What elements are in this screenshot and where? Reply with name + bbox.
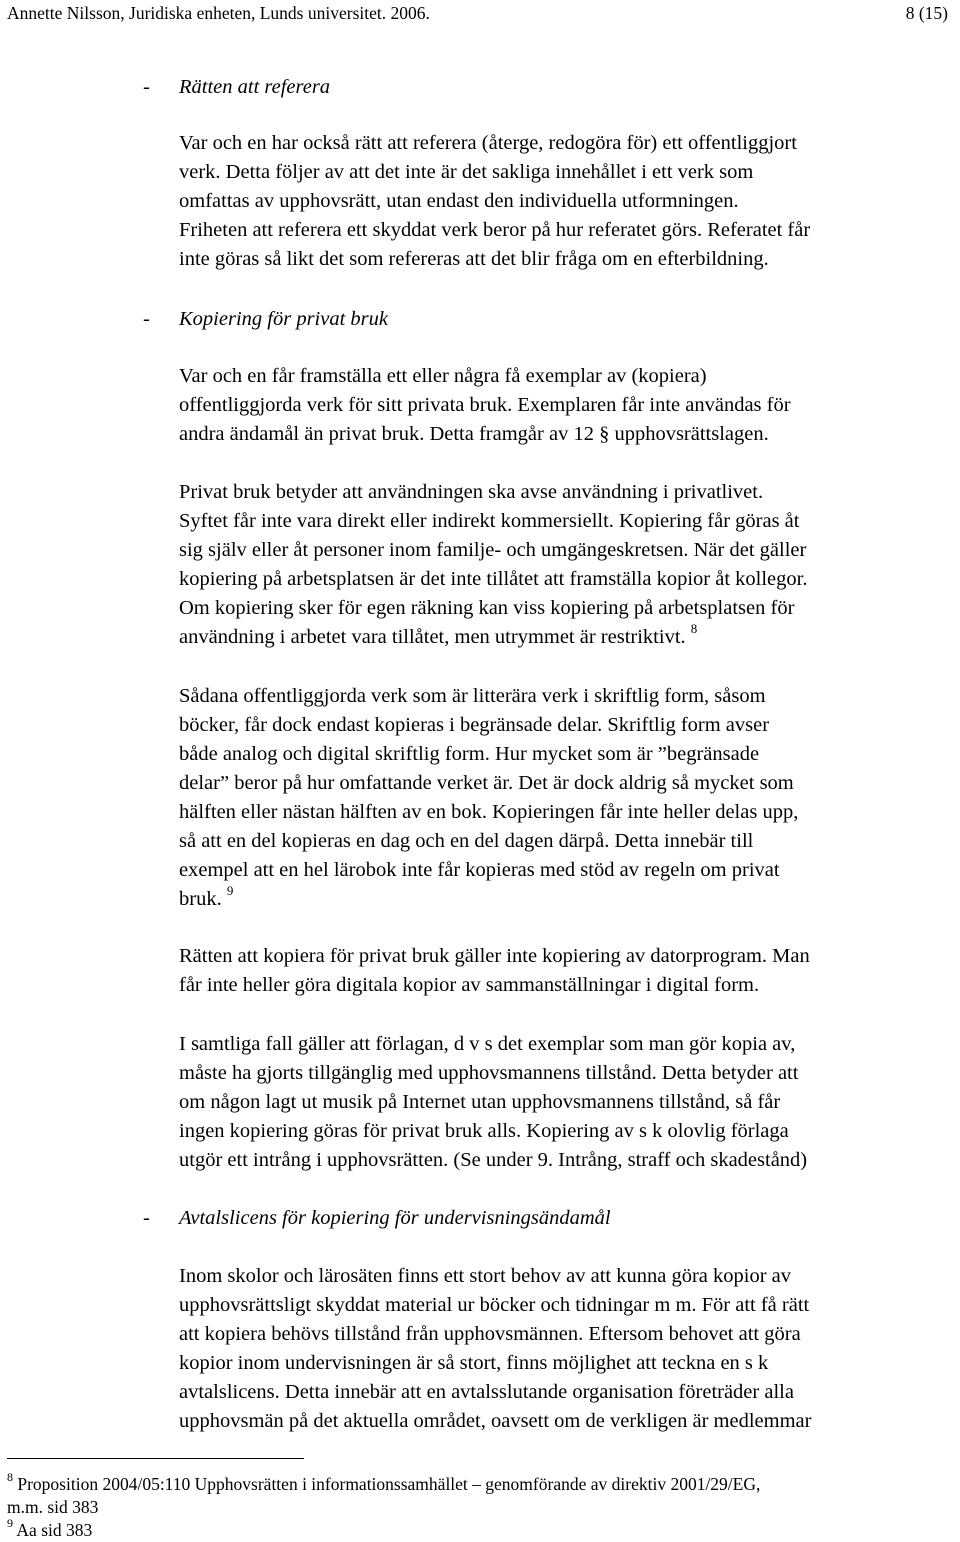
text-line: Inom skolor och lärosäten finns ett stort behov av att kunna göra kopior av <box>179 1265 792 1287</box>
footnote-ref-9: 9 <box>226 883 234 899</box>
text-line: I samtliga fall gäller att förlagan, d v s det exemplar som man gör kopia av, <box>179 1033 796 1055</box>
section-heading-referera: - Rätten att referera <box>143 76 331 98</box>
text-line: offentliggjorda verk för sitt privata bruk. Exemplaren får inte användas för <box>179 394 791 416</box>
text-line: andra ändamål än privat bruk. Detta framgår av 12 § upphovsrättslagen. <box>179 423 769 445</box>
paragraph-avtalslicens <box>179 1262 936 1436</box>
footnote-number: 9 <box>7 1516 13 1531</box>
text-line: verk. Detta följer av att det inte är det sakliga innehållet i ett verk som <box>179 161 754 183</box>
paragraph-privat-bruk-4 <box>179 942 936 1000</box>
page-header <box>7 2 948 24</box>
paragraph-privat-bruk-3 <box>179 682 936 914</box>
text-line: får inte heller göra digitala kopior av sammanställningar i digital form. <box>179 974 760 996</box>
text-line: Om kopiering sker för egen räkning kan viss kopiering på arbetsplatsen för <box>179 597 795 619</box>
text-line: utgör ett intrång i upphovsrätten. (Se under 9. Intrång, straff och skadestånd) <box>179 1149 808 1171</box>
text-line: så att en del kopieras en dag och en del dagen därpå. Detta innebär till <box>179 830 754 852</box>
footnote-number: 8 <box>7 1470 13 1485</box>
text-line: att kopiera behövs tillstånd från upphovsmännen. Eftersom behovet att göra <box>179 1323 801 1345</box>
text-line: kopiering på arbetsplatsen är det inte tillåtet att framställa kopior åt kollegor. <box>179 568 808 590</box>
text-line: om någon lagt ut musik på Internet utan upphovsmannens tillstånd, så får <box>179 1091 781 1113</box>
paragraph-privat-bruk-5 <box>179 1030 936 1175</box>
footnote-text: m.m. sid 383 <box>7 1497 99 1517</box>
paragraph-referera <box>179 129 936 274</box>
text-line: upphovsmän på det aktuella området, oavsett om de verkligen är medlemmar <box>179 1410 812 1432</box>
section-heading-privat-bruk: - Kopiering för privat bruk <box>143 308 388 330</box>
text-line: avtalslicens. Detta innebär att en avtalsslutande organisation företräder alla <box>179 1381 794 1403</box>
text-line: Friheten att referera ett skyddat verk beror på hur referatet görs. Referatet får <box>179 219 811 241</box>
text-line: upphovsrättsligt skyddat material ur böcker och tidningar m m. För att få rätt <box>179 1294 810 1316</box>
header-author: Annette Nilsson, Juridiska enheten, Lunds universitet. 2006. <box>7 3 430 23</box>
text-line: kopior inom undervisningen är så stort, finns möjlighet att teckna en s k <box>179 1352 769 1374</box>
text-line: sig själv eller åt personer inom familje- och umgängeskretsen. När det gäller <box>179 539 807 561</box>
text-line: måste ha gjorts tillgänglig med upphovsmannens tillstånd. Detta betyder att <box>179 1062 799 1084</box>
section-heading-avtalslicens: - Avtalslicens för kopiering för undervisningsändamål <box>143 1207 611 1229</box>
footnote-text: Proposition 2004/05:110 Upphovsrätten i informationssamhället – genomförande av direktiv 2001/29/EG, <box>17 1474 761 1494</box>
paragraph-privat-bruk-2 <box>179 478 936 652</box>
text-line: delar” beror på hur omfattande verket är. Det är dock aldrig så mycket som <box>179 772 794 794</box>
text-line: användning i arbetet vara tillåtet, men utrymmet är restriktivt. $^8$ <box>179 621 698 648</box>
text-line: Syftet får inte vara direkt eller indirekt kommersiellt. Kopiering får göras åt <box>179 510 800 532</box>
text-line: exempel att en hel lärobok inte får kopieras med stöd av regeln om privat <box>179 859 780 881</box>
text-line: bruk. $^9$ <box>179 883 234 910</box>
footnote-9 <box>7 1516 948 1542</box>
footnote-text: Aa sid 383 <box>16 1520 93 1540</box>
footnote-8 <box>7 1470 948 1519</box>
text-line: Sådana offentliggjorda verk som är litterära verk i skriftlig form, såsom <box>179 685 766 707</box>
text-line: Var och en har också rätt att referera (återge, redogöra för) ett offentliggjort <box>179 132 797 154</box>
footnote-divider <box>7 1458 304 1459</box>
text-line: ingen kopiering göras för privat bruk alls. Kopiering av s k olovlig förlaga <box>179 1120 789 1142</box>
text-line: omfattas av upphovsrätt, utan endast den individuella utformningen. <box>179 190 739 212</box>
text-line: inte göras så likt det som refereras att det blir fråga om en efterbildning. <box>179 248 769 270</box>
text-line: hälften eller nästan hälften av en bok. Kopieringen får inte heller delas upp, <box>179 801 799 823</box>
text-line: Var och en får framställa ett eller några få exemplar av (kopiera) <box>179 365 707 387</box>
text-line: böcker, får dock endast kopieras i begränsade delar. Skriftlig form avser <box>179 714 770 736</box>
footnote-ref-8: 8 <box>690 621 698 637</box>
text-line: både analog och digital skriftlig form. Hur mycket som är ”begränsade <box>179 743 760 765</box>
text-line: Privat bruk betyder att användningen ska avse användning i privatlivet. <box>179 481 764 503</box>
paragraph-privat-bruk-1 <box>179 362 936 449</box>
page-number: 8 (15) <box>905 3 948 23</box>
text-line: Rätten att kopiera för privat bruk gäller inte kopiering av datorprogram. Man <box>179 945 810 967</box>
